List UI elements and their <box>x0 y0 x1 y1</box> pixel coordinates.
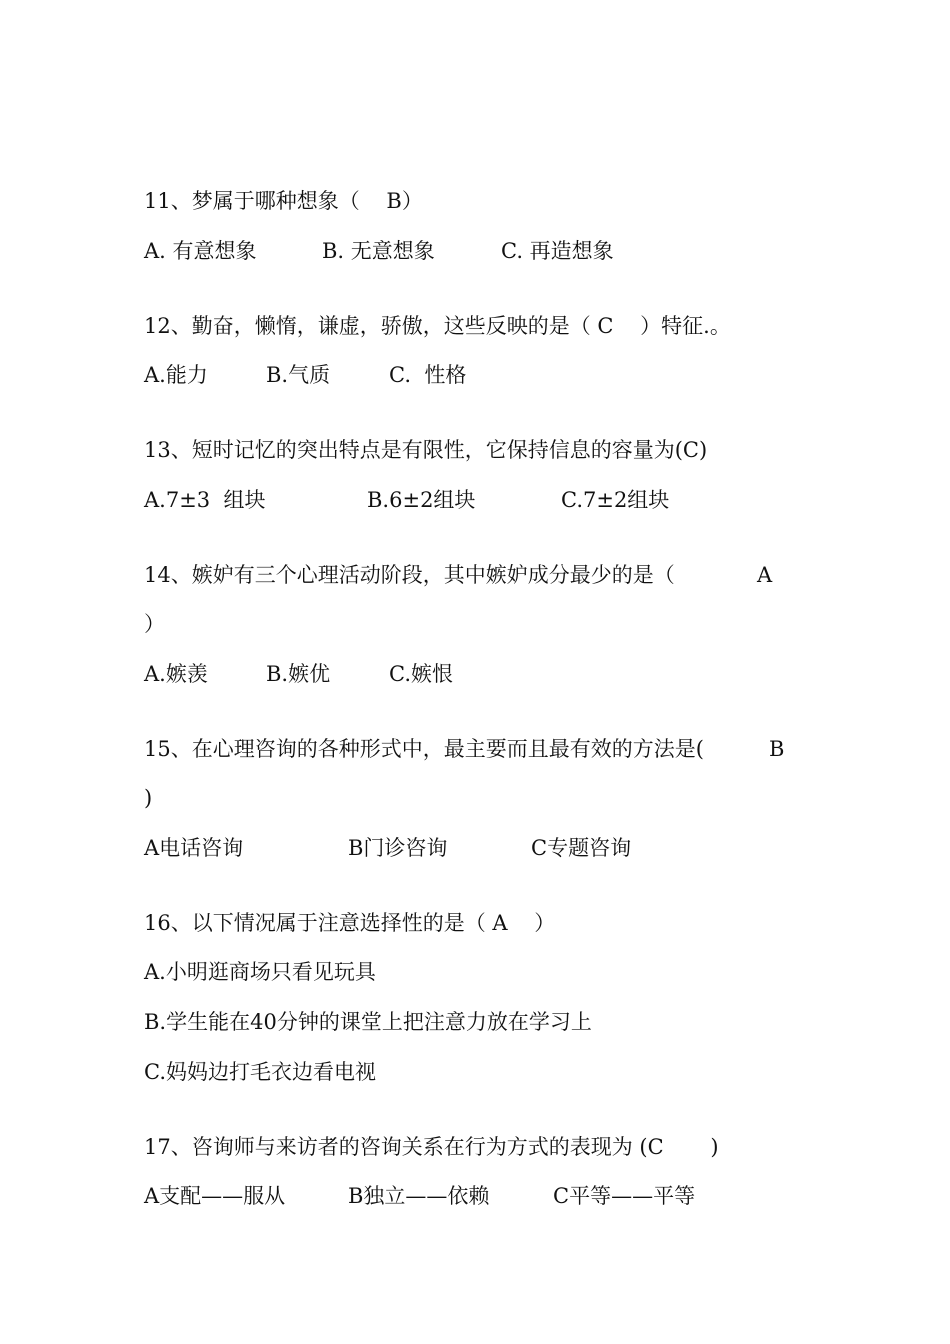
option-c: C.7±2组块 <box>561 488 670 512</box>
question-stem: 12、勤奋，懒惰，谦虚，骄傲，这些反映的是（ C ）特征.。 <box>144 314 731 338</box>
option-b: B门诊咨询 <box>348 836 448 860</box>
option-c: C. 再造想象 <box>501 239 614 263</box>
option-c: C. 性格 <box>389 363 467 387</box>
question-answer: A <box>757 563 773 587</box>
option-a: A. 有意想象 <box>144 239 257 263</box>
question-stem-line-1: 14、嫉妒有三个心理活动阶段，其中嫉妒成分最少的是（ <box>144 563 675 587</box>
option-b: B.6±2组块 <box>367 488 476 512</box>
option-a: A.7±3 组块 <box>144 488 266 512</box>
option-c: C.妈妈边打毛衣边看电视 <box>144 1060 376 1084</box>
option-a: A.嫉羡 <box>144 662 208 686</box>
question-answer: B <box>769 737 785 761</box>
option-a: A.能力 <box>144 363 208 387</box>
option-c: C专题咨询 <box>531 836 632 860</box>
question-stem-line-2: ） <box>144 612 165 636</box>
option-c: C平等——平等 <box>553 1184 696 1208</box>
question-stem-line-1: 15、在心理咨询的各种形式中，最主要而且最有效的方法是( <box>144 737 704 761</box>
option-a: A支配——服从 <box>144 1184 286 1208</box>
question-stem-line-2: ) <box>144 786 153 810</box>
option-c: C.嫉恨 <box>389 662 453 686</box>
question-stem: 13、短时记忆的突出特点是有限性，它保持信息的容量为(C) <box>144 438 708 462</box>
question-stem: 11、梦属于哪种想象（ B） <box>144 189 423 213</box>
option-a: A.小明逛商场只看见玩具 <box>144 960 376 984</box>
option-b: B独立——依赖 <box>348 1184 490 1208</box>
option-b: B.学生能在40分钟的课堂上把注意力放在学习上 <box>144 1010 592 1034</box>
option-b: B.嫉优 <box>266 662 331 686</box>
option-a: A电话咨询 <box>144 836 244 860</box>
option-b: B.气质 <box>266 363 331 387</box>
question-stem: 17、咨询师与来访者的咨询关系在行为方式的表现为 (C ) <box>144 1135 719 1159</box>
question-stem: 16、以下情况属于注意选择性的是（ A ） <box>144 911 556 935</box>
option-b: B. 无意想象 <box>322 239 435 263</box>
